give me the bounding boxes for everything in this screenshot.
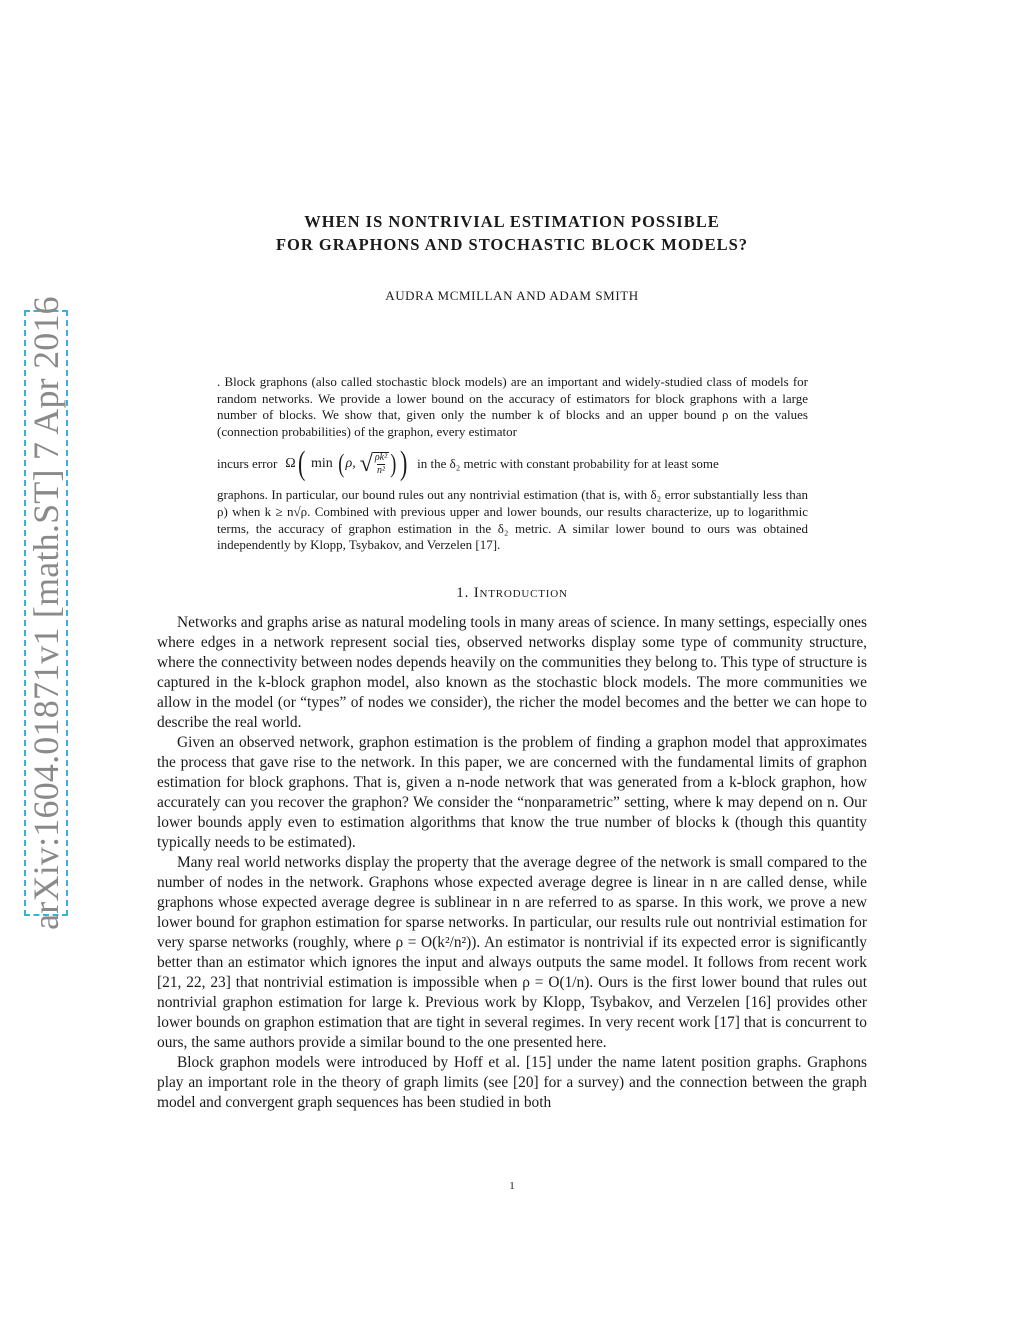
omega-symbol: Ω bbox=[285, 456, 296, 472]
arxiv-identifier: arXiv:1604.01871v1 [math.ST] 7 Apr 2016 bbox=[26, 296, 66, 930]
math-suffix: in the δ₂ metric with constant probability for at least some bbox=[417, 456, 719, 472]
fraction bbox=[373, 452, 389, 476]
authors: AUDRA MCMILLAN AND ADAM SMITH bbox=[385, 288, 639, 303]
min-operator: min bbox=[311, 456, 333, 472]
title-line-2: FOR GRAPHONS AND STOCHASTIC BLOCK MODELS? bbox=[275, 235, 749, 254]
paragraph-2: Given an observed network, graphon estimation is the problem of finding a graphon model that approximates the process that gave rise to the network. In this paper, we are concerned with the fundamental limits of graphon estimation for block graphons. That is, given a n-node network that was generated from a k-block graphon, how accurately can you recover the graphon? We consider the “nonparametric” setting, where k may depend on n. Our lower bounds apply even to estimation algorithms that know the true number of blocks k (though this quantity typically needs to be estimated). bbox=[157, 734, 867, 851]
abstract-part-2: graphons. In particular, our bound rules out any nontrivial estimation (that is, with δ₂ error substantially less than ρ) when k ≥ n√ρ. Combined with previous upper and lower bounds, our results characterize, up to logarithmic terms, the accuracy of graphon estimation in the δ₂ metric. A similar lower bound to ours was obtained independently by Klopp, Tsybakov, and Verzelen [17]. bbox=[217, 487, 808, 553]
left-paren-inner: ( bbox=[338, 449, 345, 479]
section-title: Introduction bbox=[473, 585, 568, 601]
abstract bbox=[217, 374, 808, 554]
section-heading bbox=[150, 585, 874, 602]
paper-title bbox=[150, 210, 874, 256]
paragraph-1: Networks and graphs arise as natural modeling tools in many areas of science. In many settings, especially ones where edges in a network represent social ties, observed networks display some type of community structure, where the connectivity between nodes depends heavily on the communities they belong to. This type of structure is captured in the k-block graphon model, also known as the stochastic block models. The more communities we allow in the model (or “types” of nodes we consider), the richer the model becomes and the better we can hope to describe the real world. bbox=[157, 614, 867, 731]
radical-sign: √ bbox=[359, 451, 373, 478]
error-formula bbox=[285, 447, 409, 481]
square-root bbox=[360, 452, 389, 476]
abstract-math-line bbox=[217, 447, 808, 481]
paragraph-3: Many real world networks display the property that the average degree of the network is small compared to the number of nodes in the network. Graphons whose expected average degree is linear in n are called dense, while graphons whose expected average degree is sublinear in n are referred to as sparse. In this work, we prove a new lower bound for graphon estimation for sparse networks. In particular, our results rule out nontrivial estimation for very sparse networks (roughly, where ρ = O(k²/n²)). An estimator is nontrivial if its expected error is significantly better than an estimator which ignores the input and always outputs the same model. It follows from recent work [21, 22, 23] that nontrivial estimation is impossible when ρ = O(1/n). Ours is the first lower bound that rules out nontrivial graphon estimation for large k. Previous work by Klopp, Tsybakov, and Verzelen [16] provides other lower bounds on graphon estimation that are tight in several regimes. In very recent work [17] that is concurrent to ours, the same authors provide a similar bound to the one presented here. bbox=[157, 854, 867, 1051]
section-number: 1. bbox=[456, 585, 470, 601]
page-number: 1 bbox=[509, 1180, 515, 1192]
left-paren-outer: ( bbox=[297, 445, 306, 483]
arxiv-watermark bbox=[24, 296, 68, 930]
fraction-numerator: ρk² bbox=[374, 452, 388, 464]
abstract-part-1: . Block graphons (also called stochastic block models) are an important and widely-studied class of models for random networks. We provide a lower bound on the accuracy of estimators for block graphons with a large number of blocks. We show that, given only the number k of blocks and an upper bound ρ on the values (connection probabilities) of the graphon, every estimator bbox=[217, 374, 808, 439]
right-paren-inner: ) bbox=[390, 449, 397, 479]
body-text bbox=[157, 613, 867, 1113]
fraction-denominator: n² bbox=[377, 465, 385, 477]
rho-term: ρ, bbox=[345, 456, 356, 472]
title-line-1: WHEN IS NONTRIVIAL ESTIMATION POSSIBLE bbox=[304, 212, 720, 231]
paragraph-4: Block graphon models were introduced by Hoff et al. [15] under the name latent position graphs. Graphons play an important role in the theory of graph limits (see [20] for a survey) and the connection between the graph model and convergent graph sequences has been studied in both bbox=[157, 1054, 867, 1111]
right-paren-outer: ) bbox=[399, 445, 408, 483]
math-prefix: incurs error bbox=[217, 456, 278, 472]
